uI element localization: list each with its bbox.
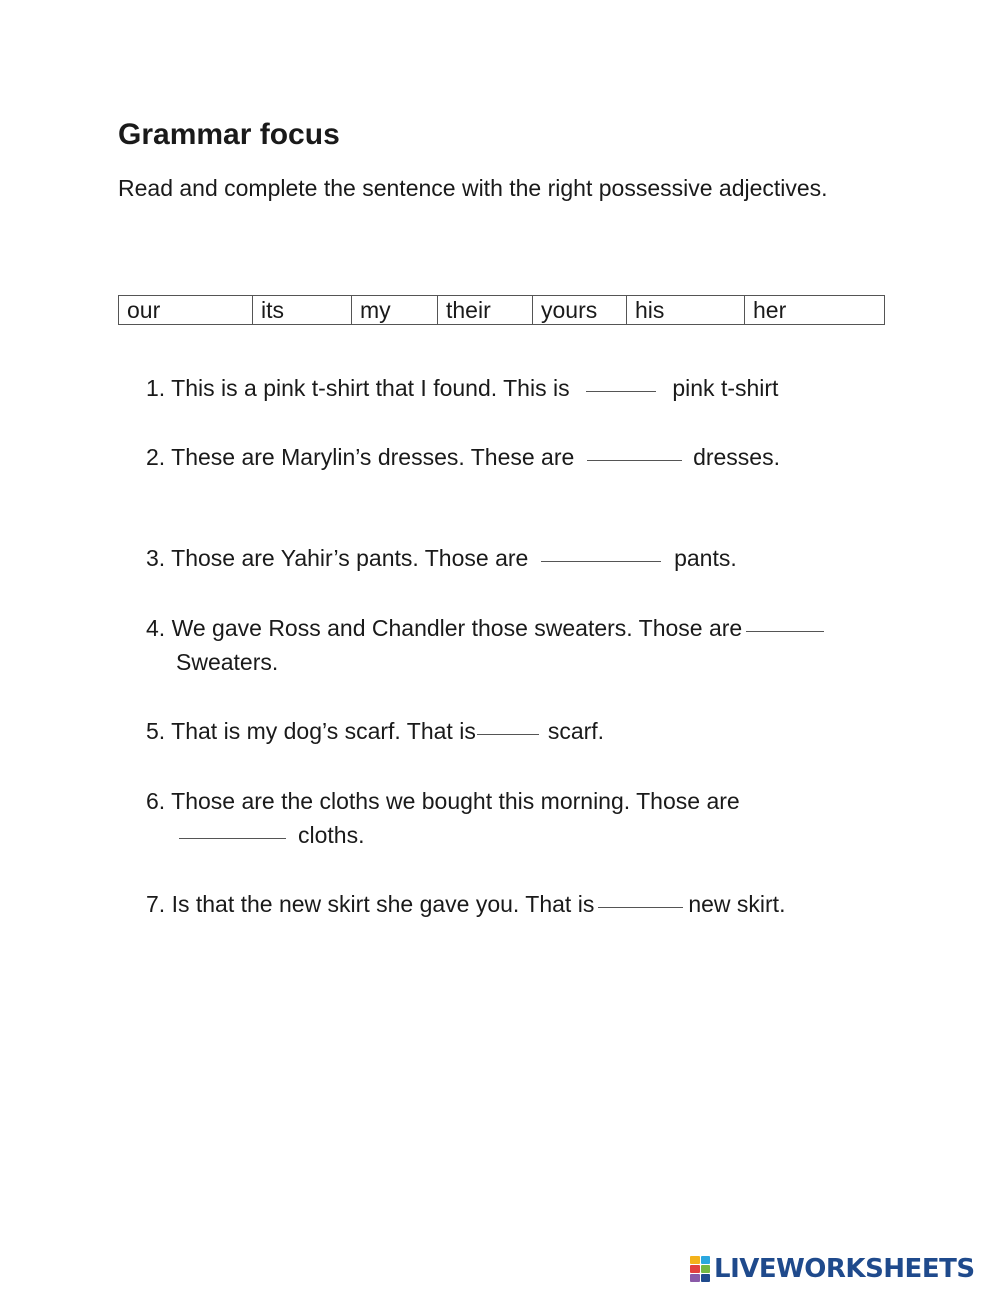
answer-blank[interactable]: [587, 459, 682, 461]
question-number: 2.: [146, 444, 166, 470]
word-bank: [118, 295, 885, 325]
word-bank-cell: their: [438, 296, 533, 325]
word-bank-cell: my: [352, 296, 438, 325]
word-bank-cell: our: [119, 296, 253, 325]
question-text: Those are Yahir’s pants. Those are: [171, 545, 529, 571]
page-title: Grammar focus: [118, 118, 340, 151]
question-number: 7.: [146, 891, 166, 917]
question-5: [146, 714, 604, 748]
answer-blank[interactable]: [598, 906, 683, 908]
logo-text: LIVEWORKSHEETS: [714, 1254, 975, 1284]
question-text-after: scarf.: [547, 718, 605, 744]
question-text-after: pants.: [674, 545, 737, 571]
question-text-after: dresses.: [693, 444, 780, 470]
answer-blank[interactable]: [586, 390, 656, 392]
question-text: This is a pink t-shirt that I found. This is: [171, 375, 570, 401]
answer-blank[interactable]: [179, 837, 286, 839]
logo-tile: [701, 1274, 711, 1282]
question-number: 1.: [146, 375, 166, 401]
answer-blank[interactable]: [541, 560, 661, 562]
question-text-after: cloths.: [298, 822, 365, 848]
question-text: That is my dog’s scarf. That is: [171, 718, 476, 744]
word-bank-cell: his: [627, 296, 745, 325]
question-continuation: [146, 818, 740, 852]
question-text: Those are the cloths we bought this morning. Those are: [171, 788, 740, 814]
word-bank-cell: yours: [533, 296, 627, 325]
liveworksheets-logo-icon: [690, 1256, 710, 1282]
answer-blank[interactable]: [477, 733, 539, 735]
question-4: [146, 611, 824, 679]
question-number: 5.: [146, 718, 166, 744]
liveworksheets-logo: [690, 1253, 975, 1285]
logo-tile: [690, 1256, 700, 1264]
logo-tile: [701, 1256, 711, 1264]
question-1: [146, 371, 778, 405]
question-3: [146, 541, 737, 575]
question-text-after: Sweaters.: [176, 649, 279, 675]
logo-tile: [690, 1274, 700, 1282]
question-number: 4.: [146, 615, 166, 641]
question-text-after: pink t-shirt: [672, 375, 779, 401]
question-text: These are Marylin’s dresses. These are: [171, 444, 575, 470]
logo-tile: [701, 1265, 711, 1273]
word-bank-cell: her: [745, 296, 885, 325]
instructions: Read and complete the sentence with the right possessive adjectives.: [118, 175, 828, 201]
answer-blank[interactable]: [746, 630, 824, 632]
question-6: [146, 784, 740, 852]
question-number: 6.: [146, 788, 166, 814]
question-text: Is that the new skirt she gave you. That is: [171, 891, 595, 917]
logo-tile: [690, 1265, 700, 1273]
question-text-after: new skirt.: [688, 891, 786, 917]
word-bank-cell: its: [253, 296, 352, 325]
question-2: [146, 440, 780, 474]
question-number: 3.: [146, 545, 166, 571]
question-7: [146, 887, 785, 921]
question-text: We gave Ross and Chandler those sweaters. Those are: [171, 615, 743, 641]
